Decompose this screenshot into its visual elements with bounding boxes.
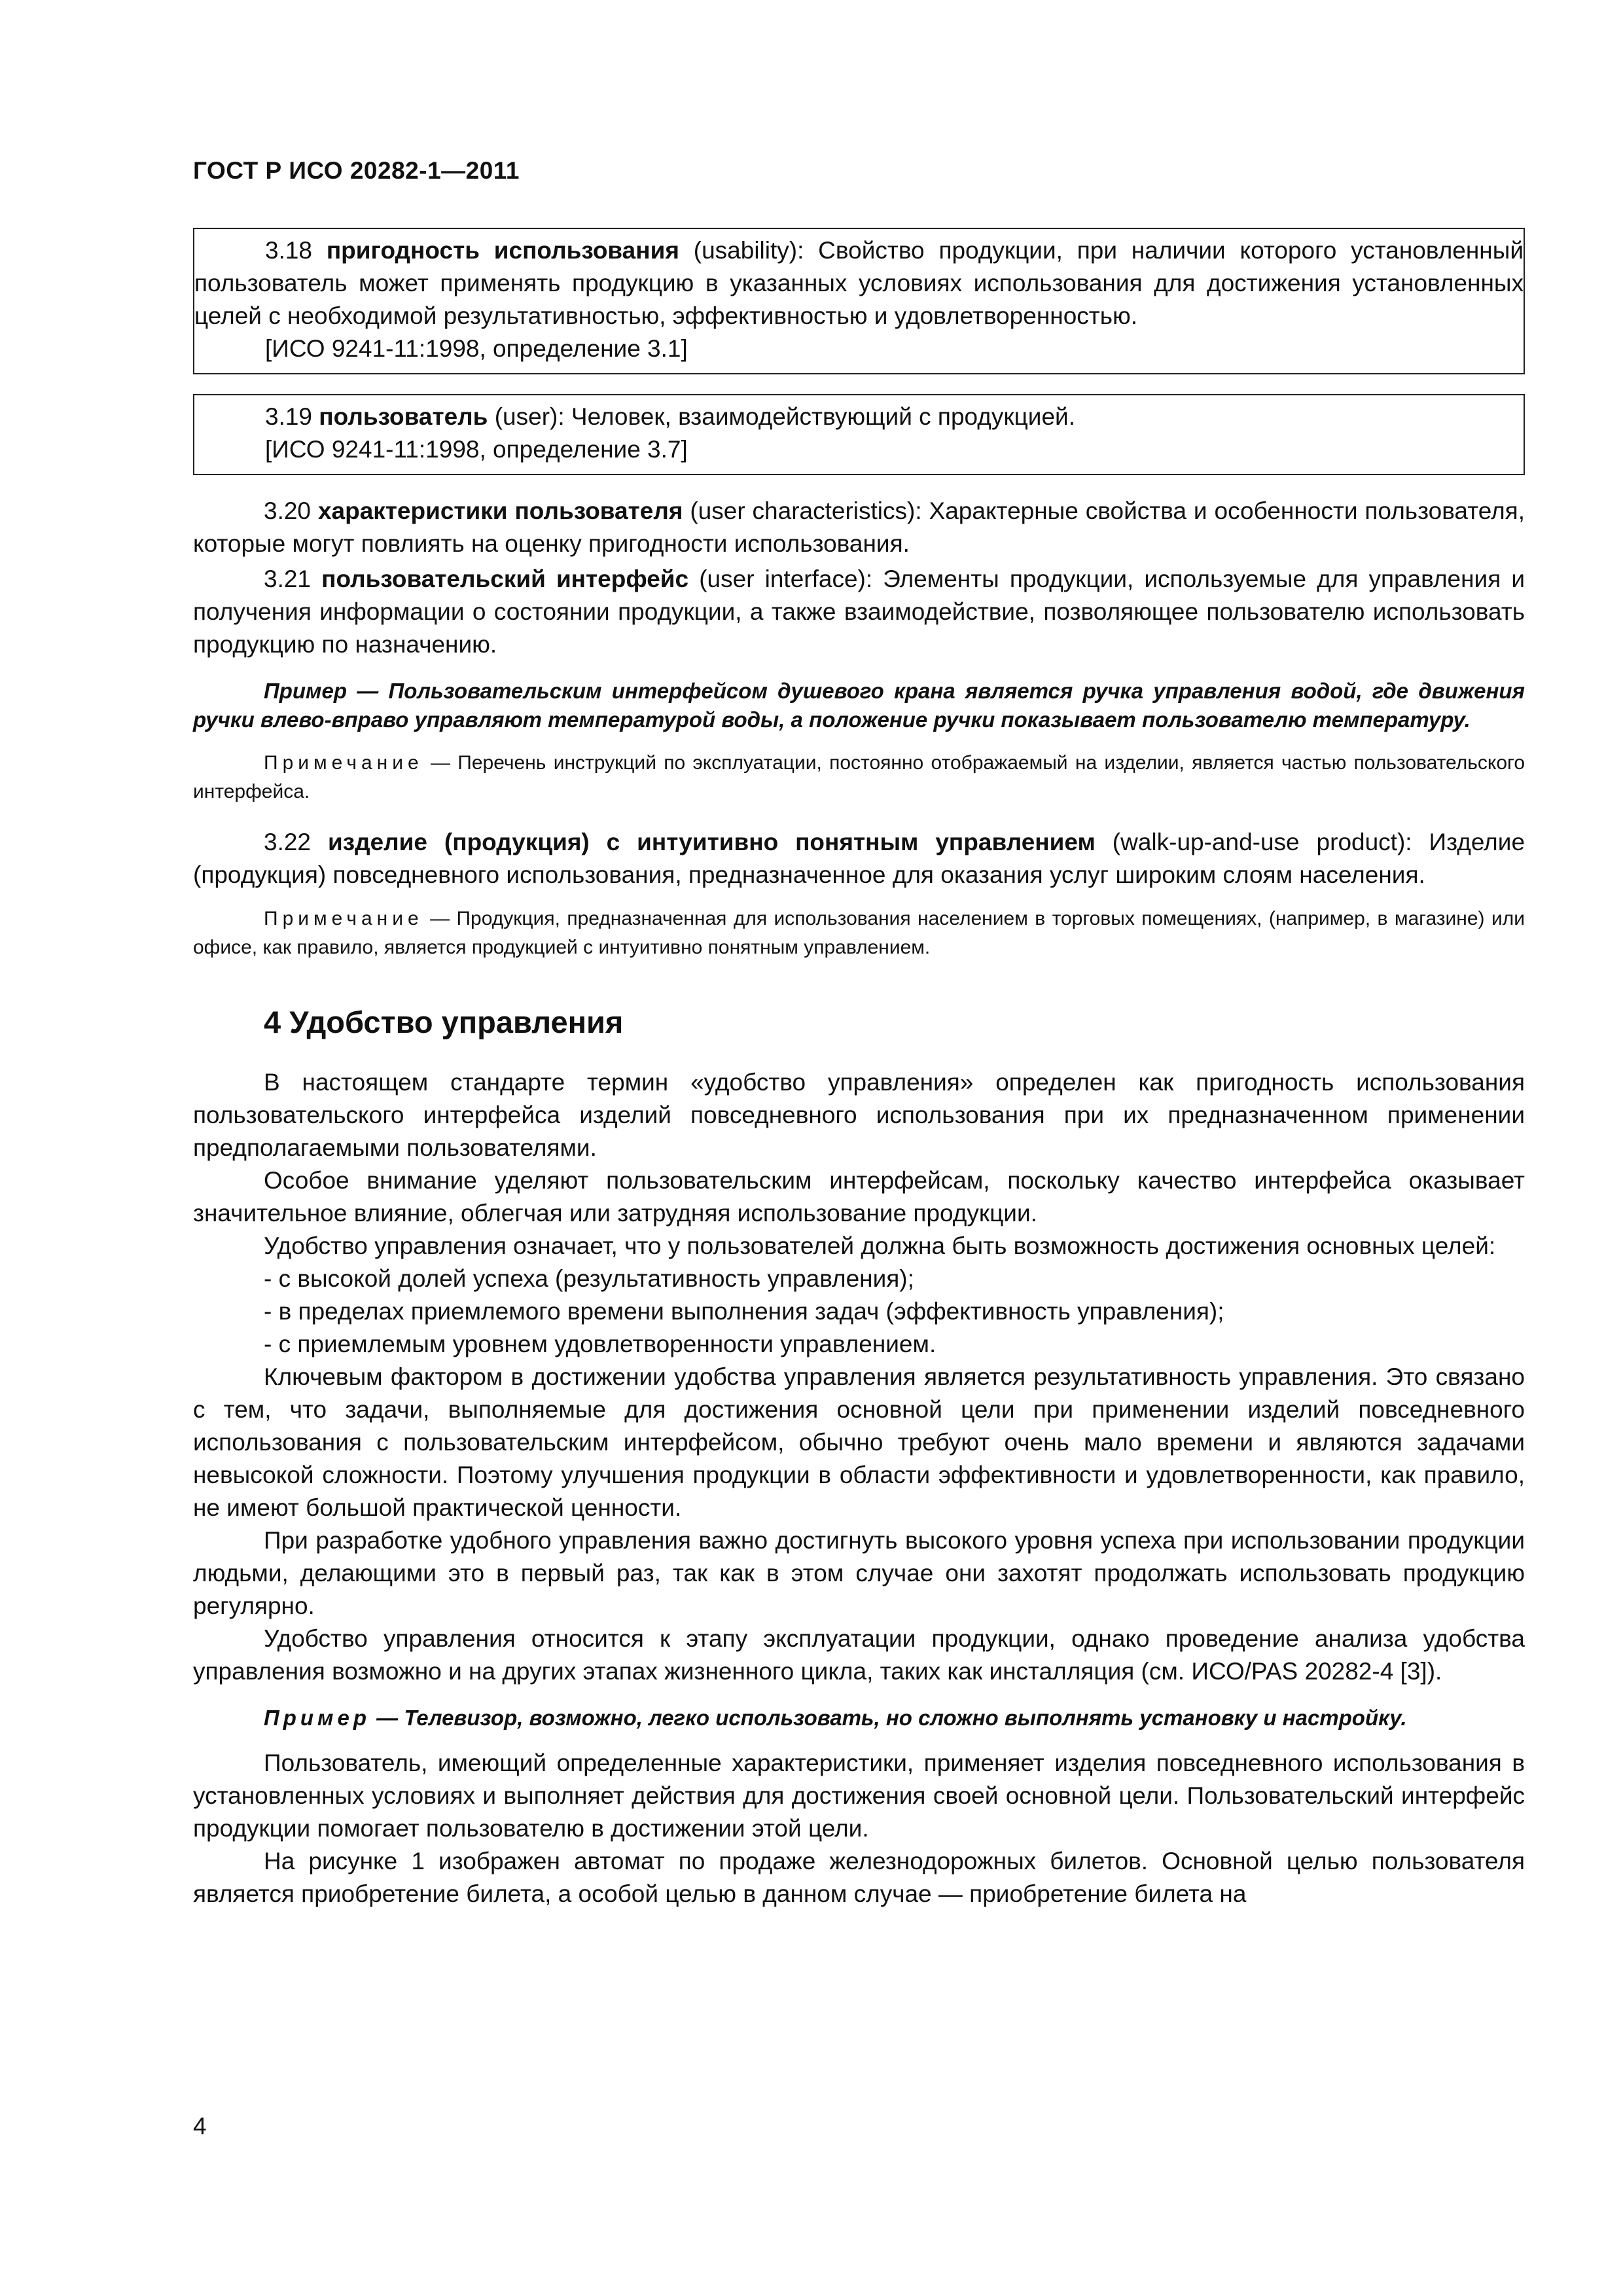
- section-4-paragraph-1: В настоящем стандарте термин «удобство управления» определен как пригодность использования пользовательского интерфейса изделий повседневного использования при их предназначенном применении предполагаемыми пользователями.: [193, 1069, 1525, 1161]
- section-4-paragraph-4: Ключевым фактором в достижении удобства управления является результативность управления. Это связано с тем, что задачи, выполняемые для достижения основной цели при применении изделий повседневного использования с пользовательским интерфейсом, обычно требуют очень мало времени и являются задачами невысокой сложности. Поэтому улучшения продукции в области эффективности и удовлетворенности, как правило, не имеют большой практической ценности.: [193, 1363, 1525, 1521]
- section-4-title: 4 Удобство управления: [264, 1005, 624, 1039]
- term-box-3-19: [193, 394, 1525, 475]
- section-4-paragraph-8: На рисунке 1 изображен автомат по продаже железнодорожных билетов. Основной целью пользователя является приобретение билета, а особой целью в данном случае — приобретение билета на: [193, 1848, 1525, 1907]
- section-4-paragraph-2: Особое внимание уделяют пользовательским интерфейсам, поскольку качество интерфейса оказывает значительное влияние, облегчая или затрудняя использование продукции.: [193, 1167, 1525, 1227]
- term-definition: [194, 401, 1524, 433]
- term-text: Характерные свойства и особенности пользователя, которые могут повлиять на оценку пригодности использования.: [193, 497, 1525, 557]
- document-page: [193, 157, 1525, 1910]
- term-english: (user):: [488, 403, 565, 430]
- term-number: 3.22: [264, 829, 312, 855]
- note-label: Примечание: [264, 908, 423, 929]
- term-number: 3.20: [264, 497, 312, 524]
- term-name: пользователь: [319, 403, 488, 430]
- section-4-paragraph-3: Удобство управления означает, что у пользователей должна быть возможность достижения основных целей:: [264, 1232, 1496, 1259]
- term-box-3-18: [193, 228, 1525, 374]
- term-source: [ИСО 9241-11:1998, определение 3.7]: [265, 436, 688, 463]
- example-section-4: [193, 1704, 1525, 1732]
- note-3-22: [193, 905, 1525, 962]
- list-item: - в пределах приемлемого времени выполнения задач (эффективность управления);: [264, 1298, 1224, 1325]
- term-number: 3.18: [265, 237, 313, 264]
- term-english: (walk-up-and-use product):: [1095, 829, 1412, 855]
- term-text: Изделие (продукция) повседневного использования, предназначенное для оказания услуг широким слоям населения.: [193, 829, 1525, 888]
- term-name: характеристики пользователя: [317, 497, 683, 524]
- term-number: 3.19: [265, 403, 313, 430]
- list-item: - с приемлемым уровнем удовлетворенности управлением.: [264, 1331, 936, 1357]
- term-name: пользовательский интерфейс: [321, 565, 689, 592]
- section-4-paragraph-7: Пользователь, имеющий определенные характеристики, применяет изделия повседневного использования в установленных условиях и выполняет действия для достижения своей основной цели. Пользовательский интерфейс продукции помогает пользователю в достижении этой цели.: [193, 1749, 1525, 1842]
- section-4-paragraph-5: При разработке удобного управления важно достигнуть высокого уровня успеха при использовании продукции людьми, делающими это в первый раз, так как в этом случае они захотят продолжать использовать продукцию регулярно.: [193, 1527, 1525, 1619]
- note-text: — Перечень инструкций по эксплуатации, постоянно отображаемый на изделии, является частью пользовательского интерфейса.: [193, 752, 1525, 802]
- document-code: ГОСТ Р ИСО 20282-1—2011: [193, 157, 520, 184]
- term-3-22: [193, 826, 1525, 891]
- term-3-20: [193, 495, 1525, 560]
- term-english: (usability):: [679, 237, 804, 264]
- section-4-paragraph-6: Удобство управления относится к этапу эксплуатации продукции, однако проведение анализа удобства управления возможно и на других этапах жизненного цикла, таких как инсталляция (см. ИСО/PAS 20282-4 [3]).: [193, 1625, 1525, 1685]
- term-3-21: [193, 563, 1525, 661]
- page-number: 4: [193, 2113, 207, 2140]
- note-3-21: [193, 749, 1525, 806]
- example-text: — Телевизор, возможно, легко использовать, но сложно выполнять установку и настройку.: [370, 1706, 1407, 1730]
- list-item: - с высокой долей успеха (результативность управления);: [264, 1265, 914, 1292]
- term-english: (user interface):: [688, 565, 873, 592]
- term-number: 3.21: [264, 565, 312, 592]
- term-definition: [194, 234, 1524, 332]
- note-text: — Продукция, предназначенная для использования населением в торговых помещениях, (например, в магазине) или офисе, как правило, является продукцией с интуитивно понятным управлением.: [193, 908, 1525, 958]
- example-3-21: Пример — Пользовательским интерфейсом душевого крана является ручка управления водой, где движения ручки влево-вправо управляют температурой воды, а положение ручки показывает пользователю температуру.: [193, 679, 1525, 732]
- term-source: [ИСО 9241-11:1998, определение 3.1]: [265, 335, 688, 362]
- term-name: пригодность использования: [326, 237, 679, 264]
- note-label: Примечание: [264, 752, 423, 774]
- term-text: Человек, взаимодействующий с продукцией.: [564, 403, 1075, 430]
- term-text: Элементы продукции, используемые для управления и получения информации о состоянии продукции, а также взаимодействие, позволяющее пользователю использовать продукцию по назначению.: [193, 565, 1525, 658]
- term-english: (user characteristics):: [683, 497, 922, 524]
- term-text: Свойство продукции, при наличии которого установленный пользователь может применять продукцию в указанных условиях использования для достижения установленных целей с необходимой результативностью, эффективностью и удовлетворенностью.: [194, 237, 1524, 329]
- example-label: Пример: [264, 1706, 370, 1730]
- term-name: изделие (продукция) с интуитивно понятным управлением: [327, 829, 1096, 855]
